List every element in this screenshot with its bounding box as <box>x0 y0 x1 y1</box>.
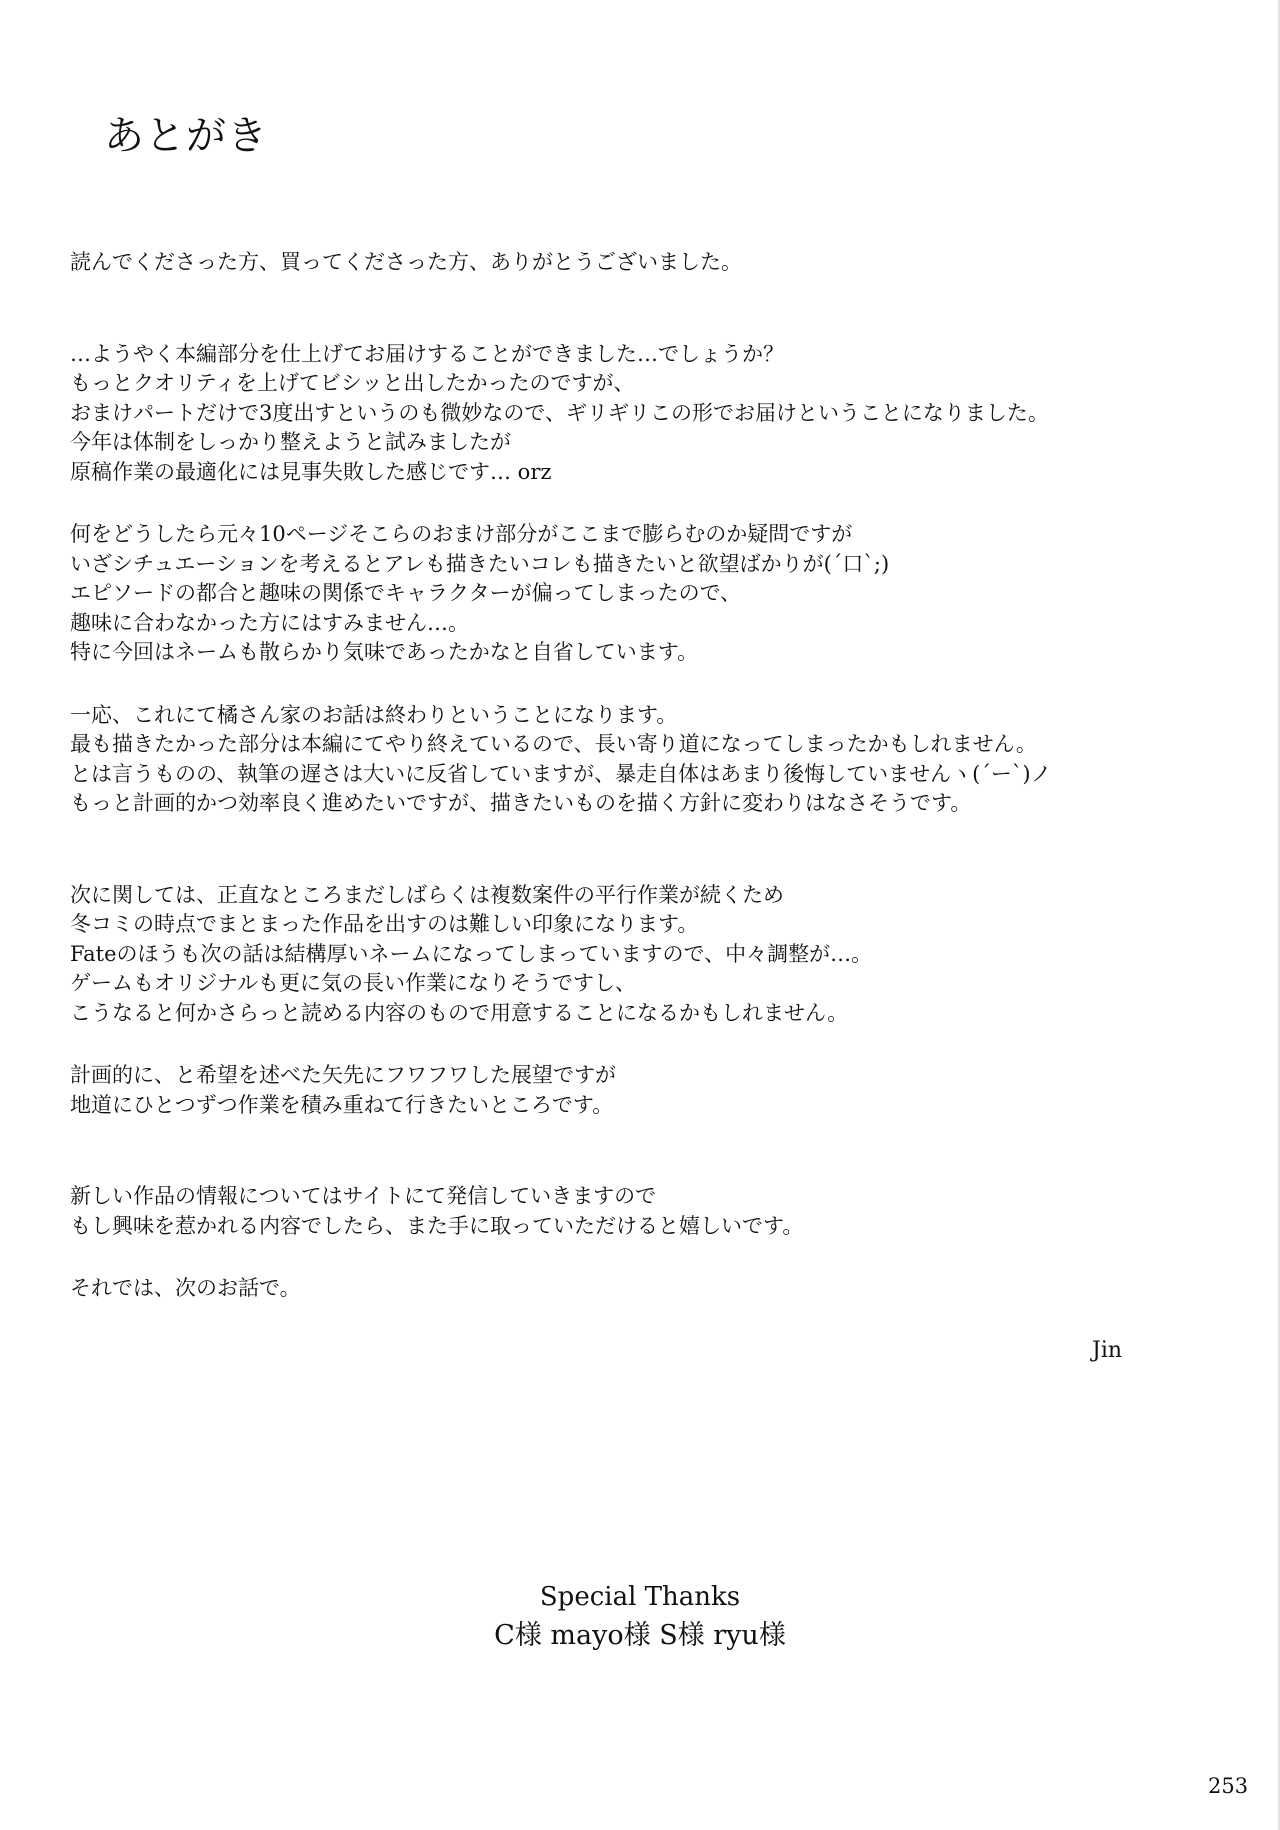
paragraph-gap <box>70 1120 1190 1182</box>
afterword-body <box>70 248 1190 1304</box>
body-line: 読んでくださった方、買ってくださった方、ありがとうございました。 <box>70 250 742 274</box>
body-line: …ようやく本編部分を仕上げてお届けすることができました…でしょうか？ <box>70 341 784 366</box>
paragraph-gap <box>70 278 1190 340</box>
body-line: もし興味を惹かれる内容でしたら、また手に取っていただけると嬉しいです。 <box>70 1213 804 1238</box>
paragraph-gap <box>70 668 1190 701</box>
body-line: とは言うものの、執筆の遅さは大いに反省していますが、暴走自体はあまり後悔していませんヽ(´ー`)ノ <box>70 761 1052 786</box>
special-thanks <box>0 1578 1280 1656</box>
body-line: 何をどうしたら元々10ページそこらのおまけ部分がここまで膨らむのか疑問ですが <box>70 522 853 546</box>
body-line: おまけパートだけで3度出すというのも微妙なので、ギリギリこの形でお届けということになりました。 <box>70 400 1049 425</box>
body-line: もっと計画的かつ効率良く進めたいですが、描きたいものを描く方針に変わりはなさそうです。 <box>70 791 972 815</box>
paragraph-gap <box>70 1028 1190 1061</box>
paragraph-gap <box>70 819 1190 881</box>
body-line: 趣味に合わなかった方にはすみません…。 <box>70 610 469 635</box>
page-title: あとがき <box>104 113 268 159</box>
body-line: ゲームもオリジナルも更に気の長い作業になりそうですし、 <box>70 971 636 995</box>
body-line: もっとクオリティを上げてビシッと出したかったのですが、 <box>70 371 635 395</box>
body-line: 新しい作品の情報についてはサイトにて発信していきますので <box>70 1184 657 1208</box>
author-signature: Jin <box>1092 1338 1123 1363</box>
body-line: Fateのほうも次の話は結構厚いネームになってしまっていますので、中々調整が…。 <box>70 941 873 966</box>
body-line: 計画的に、と希望を述べた矢先にフワフワした展望ですが <box>70 1063 616 1087</box>
body-line: 原稿作業の最適化には見事失敗した感じです… orz <box>70 459 552 484</box>
special-thanks-heading: Special Thanks <box>539 1582 741 1612</box>
body-line: こうなると何かさらっと読める内容のもので用意することになるかもしれません。 <box>70 1000 849 1025</box>
body-line: それでは、次のお話で。 <box>70 1276 301 1300</box>
paragraph-gap <box>70 487 1190 520</box>
body-line: 冬コミの時点でまとまった作品を出すのは難しい印象になります。 <box>70 912 699 936</box>
body-line: 一応、これにて橘さん家のお話は終わりということになります。 <box>70 702 678 727</box>
special-thanks-names: C様 mayo様 S様 ryu様 <box>494 1620 786 1651</box>
body-line: 特に今回はネームも散らかり気味であったかなと自省しています。 <box>70 640 699 664</box>
body-line: 最も描きたかった部分は本編にてやり終えているので、長い寄り道になってしまったかもしれません。 <box>70 732 1037 756</box>
body-line: 地道にひとつずつ作業を積み重ねて行きたいところです。 <box>70 1092 614 1117</box>
body-line: 今年は体制をしっかり整えようと試みましたが <box>70 430 511 454</box>
body-line: 次に関しては、正直なところまだしばらくは複数案件の平行作業が続くため <box>70 882 784 907</box>
page-number: 253 <box>1208 1774 1249 1798</box>
body-line: エピソードの都合と趣味の関係でキャラクターが偏ってしまったので、 <box>70 581 742 605</box>
body-line: いざシチュエーションを考えるとアレも描きたいコレも描きたいと欲望ばかりが(´口`;) <box>70 551 890 576</box>
paragraph-gap <box>70 1241 1190 1274</box>
